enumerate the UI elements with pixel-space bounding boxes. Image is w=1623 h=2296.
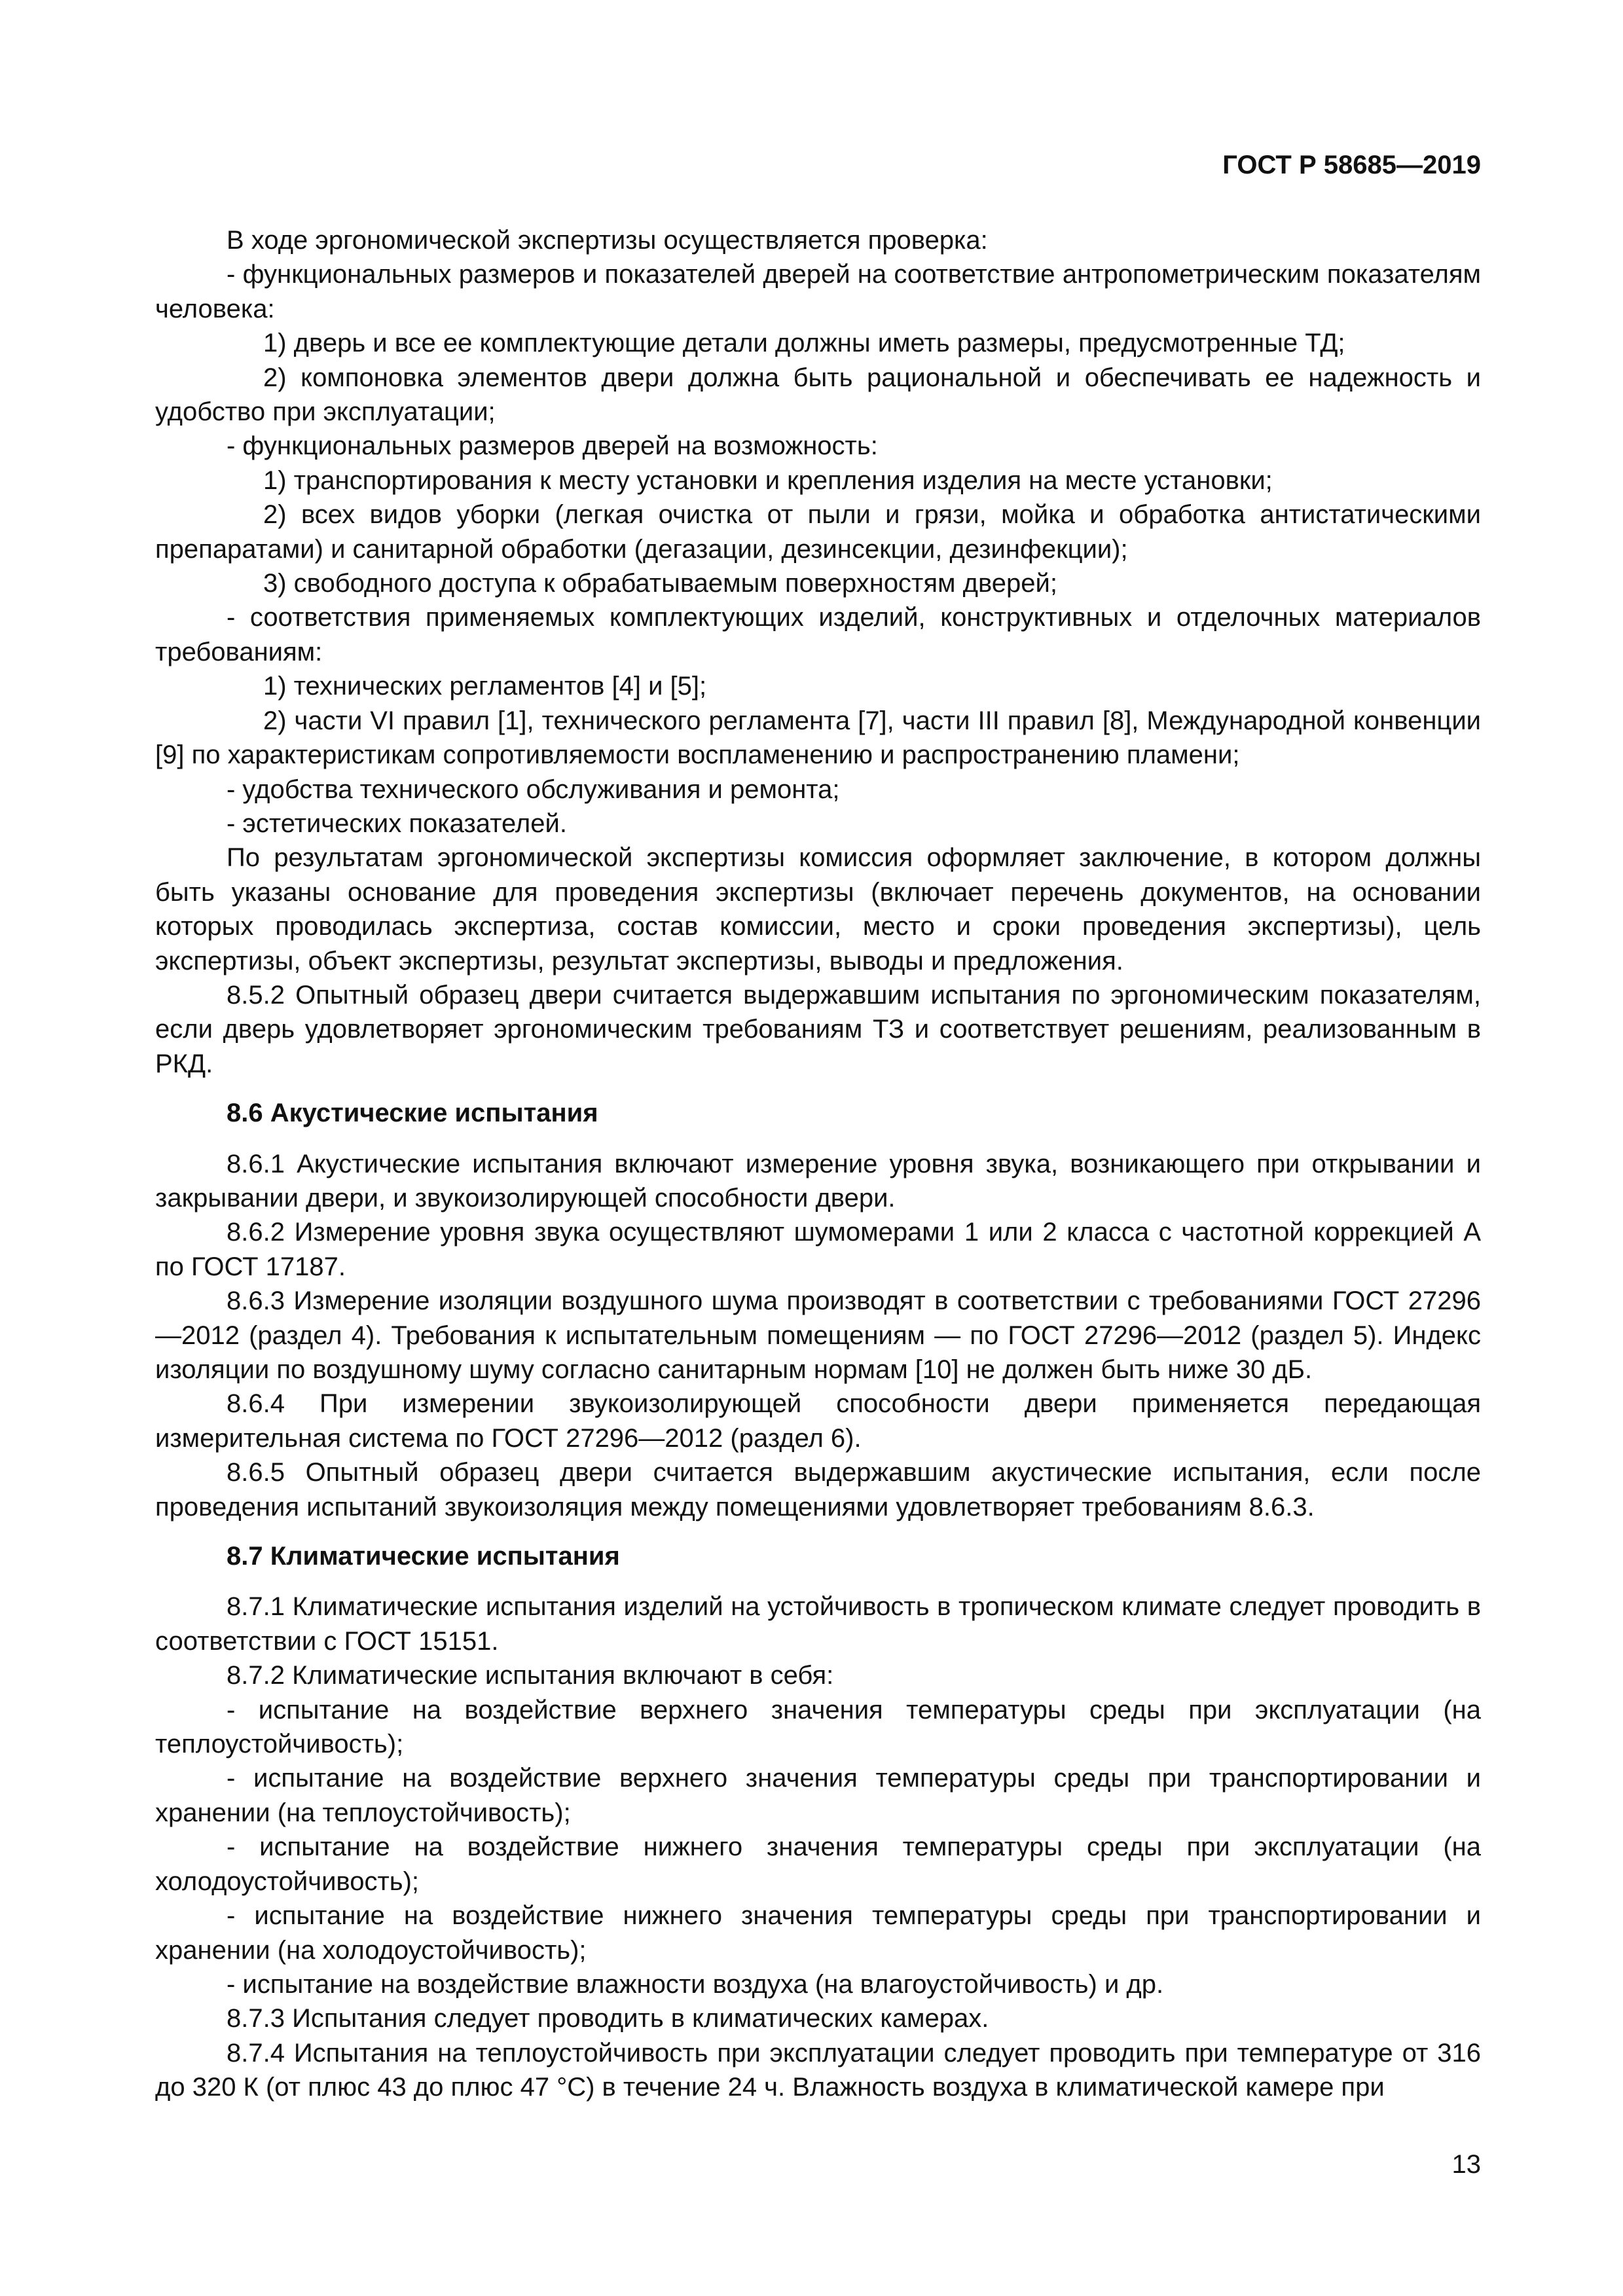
paragraph: 8.6.1 Акустические испытания включают измерение уровня звука, возникающего при открывании и закрывании двери, и звукоизолирующей способности двери. xyxy=(155,1149,1481,1212)
list-item: - соответствия применяемых комплектующих изделий, конструктивных и отделочных материалов требованиям: xyxy=(155,603,1481,666)
list-item: - испытание на воздействие влажности воздуха (на влагоустойчивость) и др. xyxy=(227,1969,1164,1999)
list-item: - испытание на воздействие верхнего значения температуры среды при транспортировании и хранении (на теплоустойчивость); xyxy=(155,1764,1481,1827)
paragraph: 8.6.5 Опытный образец двери считается выдержавшим акустические испытания, если после проведения испытаний звукоизоляция между помещениями удовлетворяет требованиям 8.6.3. xyxy=(155,1458,1481,1522)
document-body xyxy=(155,223,1481,2105)
list-item: - испытание на воздействие верхнего значения температуры среды при эксплуатации (на теплоустойчивость); xyxy=(155,1695,1481,1759)
list-item: - испытание на воздействие нижнего значения температуры среды при эксплуатации (на холодоустойчивость); xyxy=(155,1832,1481,1896)
paragraph: 8.7.4 Испытания на теплоустойчивость при эксплуатации следует проводить при температуре от 316 до 320 К (от плюс 43 до плюс 47 °С) в течение 24 ч. Влажность воздуха в климатической камере при xyxy=(155,2038,1481,2102)
paragraph: В ходе эргономической экспертизы осуществляется проверка: xyxy=(227,226,988,255)
paragraph: 8.7.3 Испытания следует проводить в климатических камерах. xyxy=(227,2004,989,2033)
document-header-id: ГОСТ Р 58685—2019 xyxy=(1222,151,1481,179)
list-item: 2) компоновка элементов двери должна быть рациональной и обеспечивать ее надежность и удобство при эксплуатации; xyxy=(155,363,1481,427)
list-item: - удобства технического обслуживания и ремонта; xyxy=(227,774,840,804)
paragraph: 8.7.1 Климатические испытания изделий на устойчивость в тропическом климате следует проводить в соответствии с ГОСТ 15151. xyxy=(155,1592,1481,1656)
paragraph: 8.6.3 Измерение изоляции воздушного шума производят в соответствии с требованиями ГОСТ 27296—2012 (раздел 4). Требования к испытательным помещениям — по ГОСТ 27296—2012 (раздел 5). Индекс изоляции по воздушному шуму согласно санитарным нормам [10] не должен быть ниже 30 дБ. xyxy=(155,1286,1481,1384)
list-item: - эстетических показателей. xyxy=(227,809,567,838)
list-item: - функциональных размеров дверей на возможность: xyxy=(227,431,878,461)
list-item: 1) технических регламентов [4] и [5]; xyxy=(263,672,707,701)
list-item: 2) всех видов уборки (легкая очистка от пыли и грязи, мойка и обработка антистатическими препаратами) и санитарной обработки (дегазации, дезинсекции, дезинфекции); xyxy=(155,500,1481,564)
paragraph: 8.7.2 Климатические испытания включают в себя: xyxy=(227,1661,834,1690)
page-number: 13 xyxy=(1451,2150,1481,2179)
paragraph: 8.6.2 Измерение уровня звука осуществляют шумомерами 1 или 2 класса с частотной коррекцией А по ГОСТ 17187. xyxy=(155,1218,1481,1281)
paragraph: 8.6.4 При измерении звукоизолирующей способности двери применяется передающая измерительная система по ГОСТ 27296—2012 (раздел 6). xyxy=(155,1389,1481,1453)
list-item: 1) дверь и все ее комплектующие детали должны иметь размеры, предусмотренные ТД; xyxy=(263,329,1345,358)
section-heading-acoustic: 8.6 Акустические испытания xyxy=(227,1099,598,1128)
paragraph: По результатам эргономической экспертизы комиссия оформляет заключение, в котором должны быть указаны основание для проведения экспертизы (включает перечень документов, на основании которых проводилась экспертиза, состав комиссии, место и сроки проведения экспертизы), цель экспертизы, объект экспертизы, результат экспертизы, выводы и предложения. xyxy=(155,843,1481,975)
list-item: 1) транспортирования к месту установки и крепления изделия на месте установки; xyxy=(263,465,1273,495)
section-heading-climatic: 8.7 Климатические испытания xyxy=(227,1542,620,1571)
list-item: 3) свободного доступа к обрабатываемым поверхностям дверей; xyxy=(263,569,1057,598)
paragraph: 8.5.2 Опытный образец двери считается выдержавшим испытания по эргономическим показателям, если дверь удовлетворяет эргономическим требованиям ТЗ и соответствует решениям, реализованным в РКД. xyxy=(155,980,1481,1078)
list-item: - функциональных размеров и показателей дверей на соответствие антропометрическим показателям человека: xyxy=(155,260,1481,323)
document-page xyxy=(155,0,1481,2296)
list-item: 2) части VI правил [1], технического регламента [7], части III правил [8], Международной конвенции [9] по характеристикам сопротивляемости воспламенению и распространению пламени; xyxy=(155,706,1481,770)
list-item: - испытание на воздействие нижнего значения температуры среды при транспортировании и хранении (на холодоустойчивость); xyxy=(155,1901,1481,1965)
